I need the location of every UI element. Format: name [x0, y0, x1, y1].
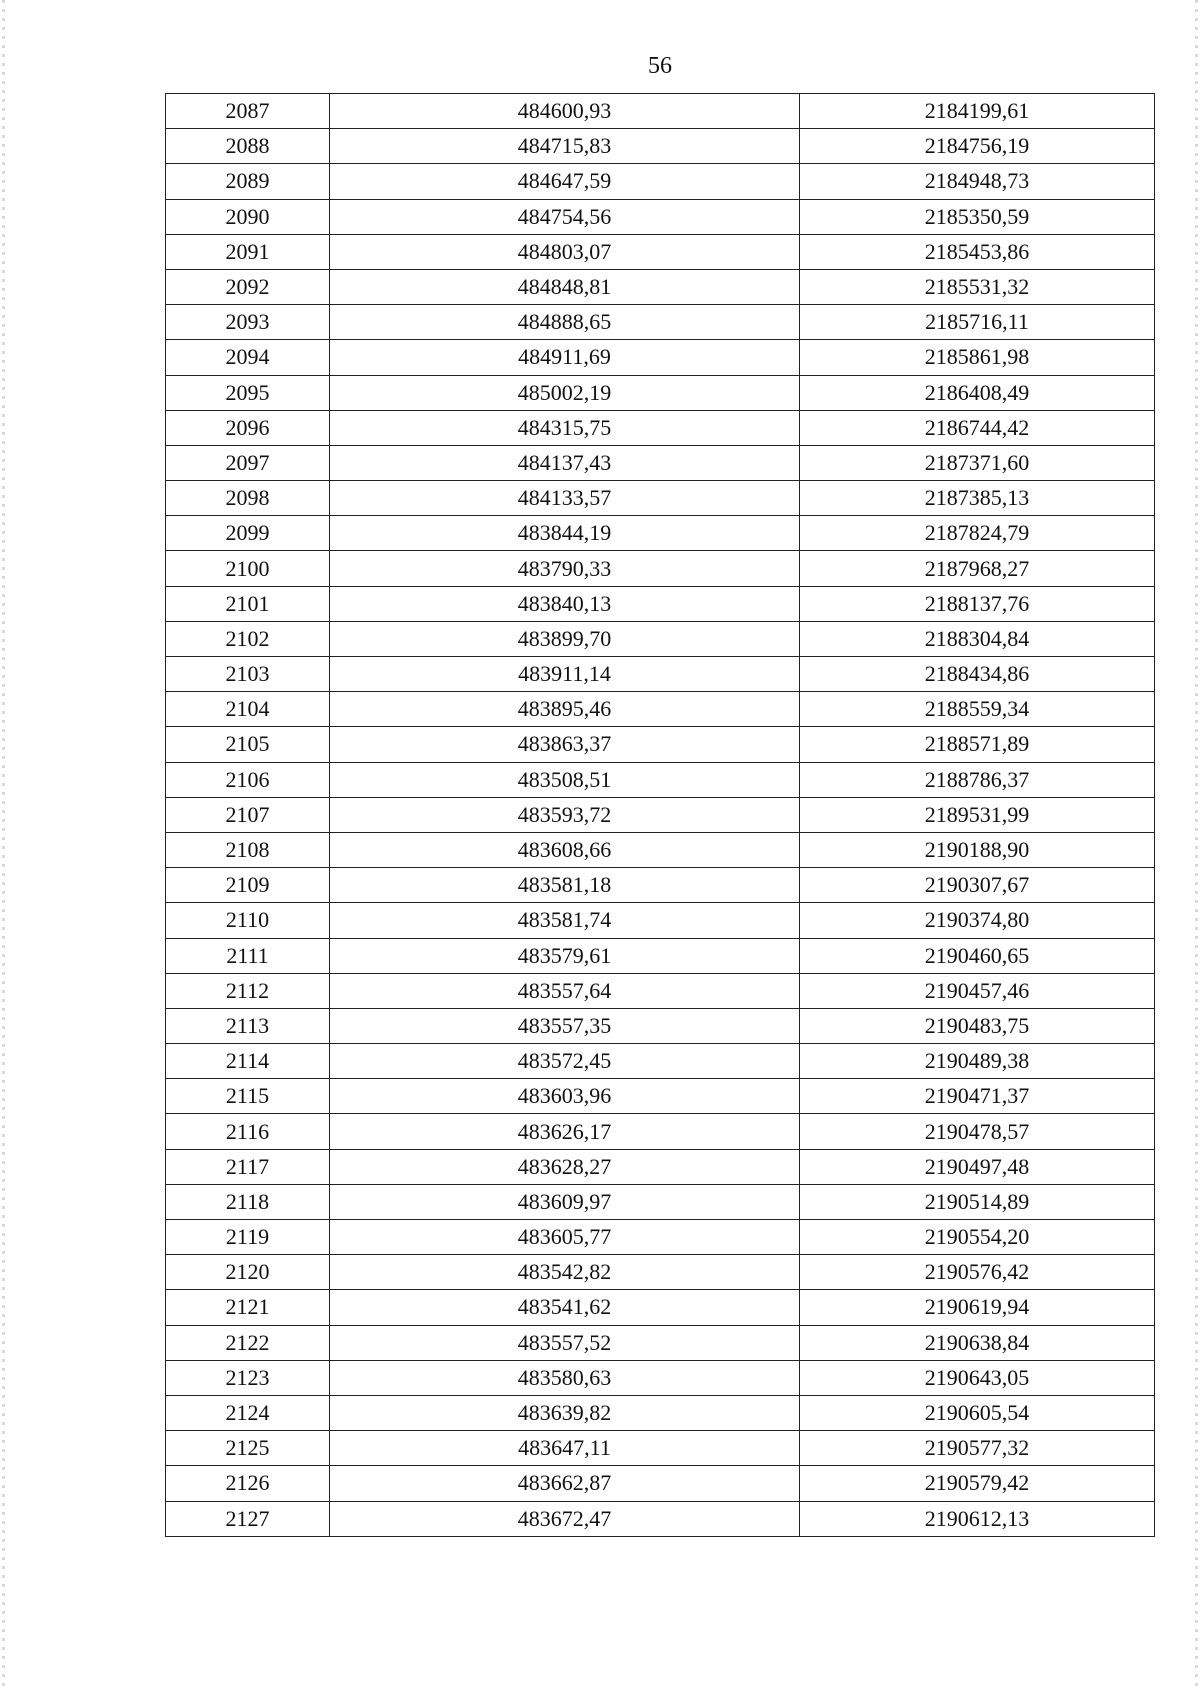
x-coordinate-cell: 483608,66 — [330, 832, 800, 867]
y-coordinate-cell: 2189531,99 — [800, 797, 1155, 832]
y-coordinate-cell: 2185350,59 — [800, 199, 1155, 234]
table-row — [166, 1360, 1155, 1395]
point-number-cell: 2100 — [166, 551, 330, 586]
x-coordinate-cell: 483626,17 — [330, 1114, 800, 1149]
point-number-cell: 2107 — [166, 797, 330, 832]
point-number-cell: 2102 — [166, 621, 330, 656]
x-coordinate-cell: 483911,14 — [330, 657, 800, 692]
table-row — [166, 375, 1155, 410]
table-row — [166, 199, 1155, 234]
x-coordinate-cell: 483603,96 — [330, 1079, 800, 1114]
y-coordinate-cell: 2190577,32 — [800, 1431, 1155, 1466]
y-coordinate-cell: 2190612,13 — [800, 1501, 1155, 1536]
table-row — [166, 868, 1155, 903]
point-number-cell: 2122 — [166, 1325, 330, 1360]
page-number: 56 — [648, 53, 672, 79]
y-coordinate-cell: 2190554,20 — [800, 1220, 1155, 1255]
y-coordinate-cell: 2190374,80 — [800, 903, 1155, 938]
table-row — [166, 1079, 1155, 1114]
y-coordinate-cell: 2187968,27 — [800, 551, 1155, 586]
table-row — [166, 269, 1155, 304]
point-number-cell: 2108 — [166, 832, 330, 867]
point-number-cell: 2087 — [166, 94, 330, 129]
table-row — [166, 1220, 1155, 1255]
y-coordinate-cell: 2187371,60 — [800, 445, 1155, 480]
x-coordinate-cell: 484647,59 — [330, 164, 800, 199]
point-number-cell: 2090 — [166, 199, 330, 234]
point-number-cell: 2109 — [166, 868, 330, 903]
table-row — [166, 903, 1155, 938]
table-row — [166, 234, 1155, 269]
table-row — [166, 797, 1155, 832]
x-coordinate-cell: 483639,82 — [330, 1395, 800, 1430]
point-number-cell: 2126 — [166, 1466, 330, 1501]
point-number-cell: 2124 — [166, 1395, 330, 1430]
y-coordinate-cell: 2187824,79 — [800, 516, 1155, 551]
y-coordinate-cell: 2188571,89 — [800, 727, 1155, 762]
table-row — [166, 621, 1155, 656]
y-coordinate-cell: 2190638,84 — [800, 1325, 1155, 1360]
y-coordinate-cell: 2184199,61 — [800, 94, 1155, 129]
y-coordinate-cell: 2190497,48 — [800, 1149, 1155, 1184]
point-number-cell: 2114 — [166, 1044, 330, 1079]
x-coordinate-cell: 483581,74 — [330, 903, 800, 938]
point-number-cell: 2117 — [166, 1149, 330, 1184]
y-coordinate-cell: 2190460,65 — [800, 938, 1155, 973]
table-row — [166, 410, 1155, 445]
point-number-cell: 2116 — [166, 1114, 330, 1149]
y-coordinate-cell: 2188786,37 — [800, 762, 1155, 797]
y-coordinate-cell: 2186744,42 — [800, 410, 1155, 445]
x-coordinate-cell: 484137,43 — [330, 445, 800, 480]
y-coordinate-cell: 2185861,98 — [800, 340, 1155, 375]
x-coordinate-cell: 483557,35 — [330, 1008, 800, 1043]
point-number-cell: 2121 — [166, 1290, 330, 1325]
point-number-cell: 2127 — [166, 1501, 330, 1536]
table-row — [166, 1325, 1155, 1360]
y-coordinate-cell: 2190514,89 — [800, 1184, 1155, 1219]
table-row — [166, 481, 1155, 516]
table-row — [166, 1044, 1155, 1079]
point-number-cell: 2113 — [166, 1008, 330, 1043]
y-coordinate-cell: 2185716,11 — [800, 305, 1155, 340]
scan-edge-left — [2, 0, 5, 1686]
table-row — [166, 164, 1155, 199]
x-coordinate-cell: 485002,19 — [330, 375, 800, 410]
x-coordinate-cell: 484848,81 — [330, 269, 800, 304]
y-coordinate-cell: 2188304,84 — [800, 621, 1155, 656]
x-coordinate-cell: 483581,18 — [330, 868, 800, 903]
point-number-cell: 2092 — [166, 269, 330, 304]
table-row — [166, 1431, 1155, 1466]
point-number-cell: 2096 — [166, 410, 330, 445]
table-row — [166, 445, 1155, 480]
y-coordinate-cell: 2190643,05 — [800, 1360, 1155, 1395]
x-coordinate-cell: 483840,13 — [330, 586, 800, 621]
x-coordinate-cell: 483557,64 — [330, 973, 800, 1008]
x-coordinate-cell: 483572,45 — [330, 1044, 800, 1079]
point-number-cell: 2106 — [166, 762, 330, 797]
y-coordinate-cell: 2186408,49 — [800, 375, 1155, 410]
point-number-cell: 2095 — [166, 375, 330, 410]
point-number-cell: 2088 — [166, 129, 330, 164]
point-number-cell: 2099 — [166, 516, 330, 551]
point-number-cell: 2091 — [166, 234, 330, 269]
y-coordinate-cell: 2184948,73 — [800, 164, 1155, 199]
point-number-cell: 2097 — [166, 445, 330, 480]
point-number-cell: 2111 — [166, 938, 330, 973]
point-number-cell: 2101 — [166, 586, 330, 621]
x-coordinate-cell: 484133,57 — [330, 481, 800, 516]
y-coordinate-cell: 2185531,32 — [800, 269, 1155, 304]
point-number-cell: 2120 — [166, 1255, 330, 1290]
point-number-cell: 2123 — [166, 1360, 330, 1395]
point-number-cell: 2103 — [166, 657, 330, 692]
x-coordinate-cell: 484715,83 — [330, 129, 800, 164]
x-coordinate-cell: 484888,65 — [330, 305, 800, 340]
y-coordinate-cell: 2188137,76 — [800, 586, 1155, 621]
x-coordinate-cell: 484803,07 — [330, 234, 800, 269]
y-coordinate-cell: 2187385,13 — [800, 481, 1155, 516]
table-row — [166, 1255, 1155, 1290]
point-number-cell: 2093 — [166, 305, 330, 340]
point-number-cell: 2119 — [166, 1220, 330, 1255]
y-coordinate-cell: 2190478,57 — [800, 1114, 1155, 1149]
table-row — [166, 94, 1155, 129]
y-coordinate-cell: 2185453,86 — [800, 234, 1155, 269]
table-row — [166, 1290, 1155, 1325]
x-coordinate-cell: 483557,52 — [330, 1325, 800, 1360]
table-row — [166, 1008, 1155, 1043]
y-coordinate-cell: 2188559,34 — [800, 692, 1155, 727]
coordinates-table — [165, 93, 1155, 1537]
table-row — [166, 586, 1155, 621]
table-row — [166, 1184, 1155, 1219]
x-coordinate-cell: 483863,37 — [330, 727, 800, 762]
x-coordinate-cell: 483895,46 — [330, 692, 800, 727]
table-row — [166, 762, 1155, 797]
scan-edge-right — [1195, 0, 1198, 1686]
y-coordinate-cell: 2190576,42 — [800, 1255, 1155, 1290]
y-coordinate-cell: 2190471,37 — [800, 1079, 1155, 1114]
y-coordinate-cell: 2190307,67 — [800, 868, 1155, 903]
x-coordinate-cell: 483662,87 — [330, 1466, 800, 1501]
x-coordinate-cell: 483647,11 — [330, 1431, 800, 1466]
y-coordinate-cell: 2188434,86 — [800, 657, 1155, 692]
table-row — [166, 1501, 1155, 1536]
x-coordinate-cell: 483542,82 — [330, 1255, 800, 1290]
table-row — [166, 973, 1155, 1008]
table-row — [166, 1114, 1155, 1149]
point-number-cell: 2118 — [166, 1184, 330, 1219]
x-coordinate-cell: 483790,33 — [330, 551, 800, 586]
table-row — [166, 340, 1155, 375]
x-coordinate-cell: 483672,47 — [330, 1501, 800, 1536]
y-coordinate-cell: 2184756,19 — [800, 129, 1155, 164]
table-row — [166, 727, 1155, 762]
table-row — [166, 657, 1155, 692]
point-number-cell: 2125 — [166, 1431, 330, 1466]
table-row — [166, 832, 1155, 867]
table-row — [166, 551, 1155, 586]
x-coordinate-cell: 483628,27 — [330, 1149, 800, 1184]
point-number-cell: 2115 — [166, 1079, 330, 1114]
x-coordinate-cell: 483579,61 — [330, 938, 800, 973]
x-coordinate-cell: 483609,97 — [330, 1184, 800, 1219]
point-number-cell: 2094 — [166, 340, 330, 375]
table-row — [166, 1395, 1155, 1430]
y-coordinate-cell: 2190483,75 — [800, 1008, 1155, 1043]
y-coordinate-cell: 2190188,90 — [800, 832, 1155, 867]
x-coordinate-cell: 484754,56 — [330, 199, 800, 234]
x-coordinate-cell: 484911,69 — [330, 340, 800, 375]
x-coordinate-cell: 483508,51 — [330, 762, 800, 797]
point-number-cell: 2112 — [166, 973, 330, 1008]
coordinates-table-body — [166, 94, 1155, 1537]
table-row — [166, 938, 1155, 973]
point-number-cell: 2098 — [166, 481, 330, 516]
x-coordinate-cell: 483541,62 — [330, 1290, 800, 1325]
y-coordinate-cell: 2190457,46 — [800, 973, 1155, 1008]
table-row — [166, 129, 1155, 164]
table-row — [166, 1149, 1155, 1184]
point-number-cell: 2089 — [166, 164, 330, 199]
x-coordinate-cell: 483593,72 — [330, 797, 800, 832]
x-coordinate-cell: 484600,93 — [330, 94, 800, 129]
point-number-cell: 2105 — [166, 727, 330, 762]
y-coordinate-cell: 2190579,42 — [800, 1466, 1155, 1501]
table-row — [166, 305, 1155, 340]
point-number-cell: 2110 — [166, 903, 330, 938]
x-coordinate-cell: 483580,63 — [330, 1360, 800, 1395]
x-coordinate-cell: 483605,77 — [330, 1220, 800, 1255]
x-coordinate-cell: 483899,70 — [330, 621, 800, 656]
table-row — [166, 516, 1155, 551]
table-row — [166, 1466, 1155, 1501]
table-row — [166, 692, 1155, 727]
y-coordinate-cell: 2190619,94 — [800, 1290, 1155, 1325]
x-coordinate-cell: 483844,19 — [330, 516, 800, 551]
y-coordinate-cell: 2190489,38 — [800, 1044, 1155, 1079]
y-coordinate-cell: 2190605,54 — [800, 1395, 1155, 1430]
point-number-cell: 2104 — [166, 692, 330, 727]
x-coordinate-cell: 484315,75 — [330, 410, 800, 445]
